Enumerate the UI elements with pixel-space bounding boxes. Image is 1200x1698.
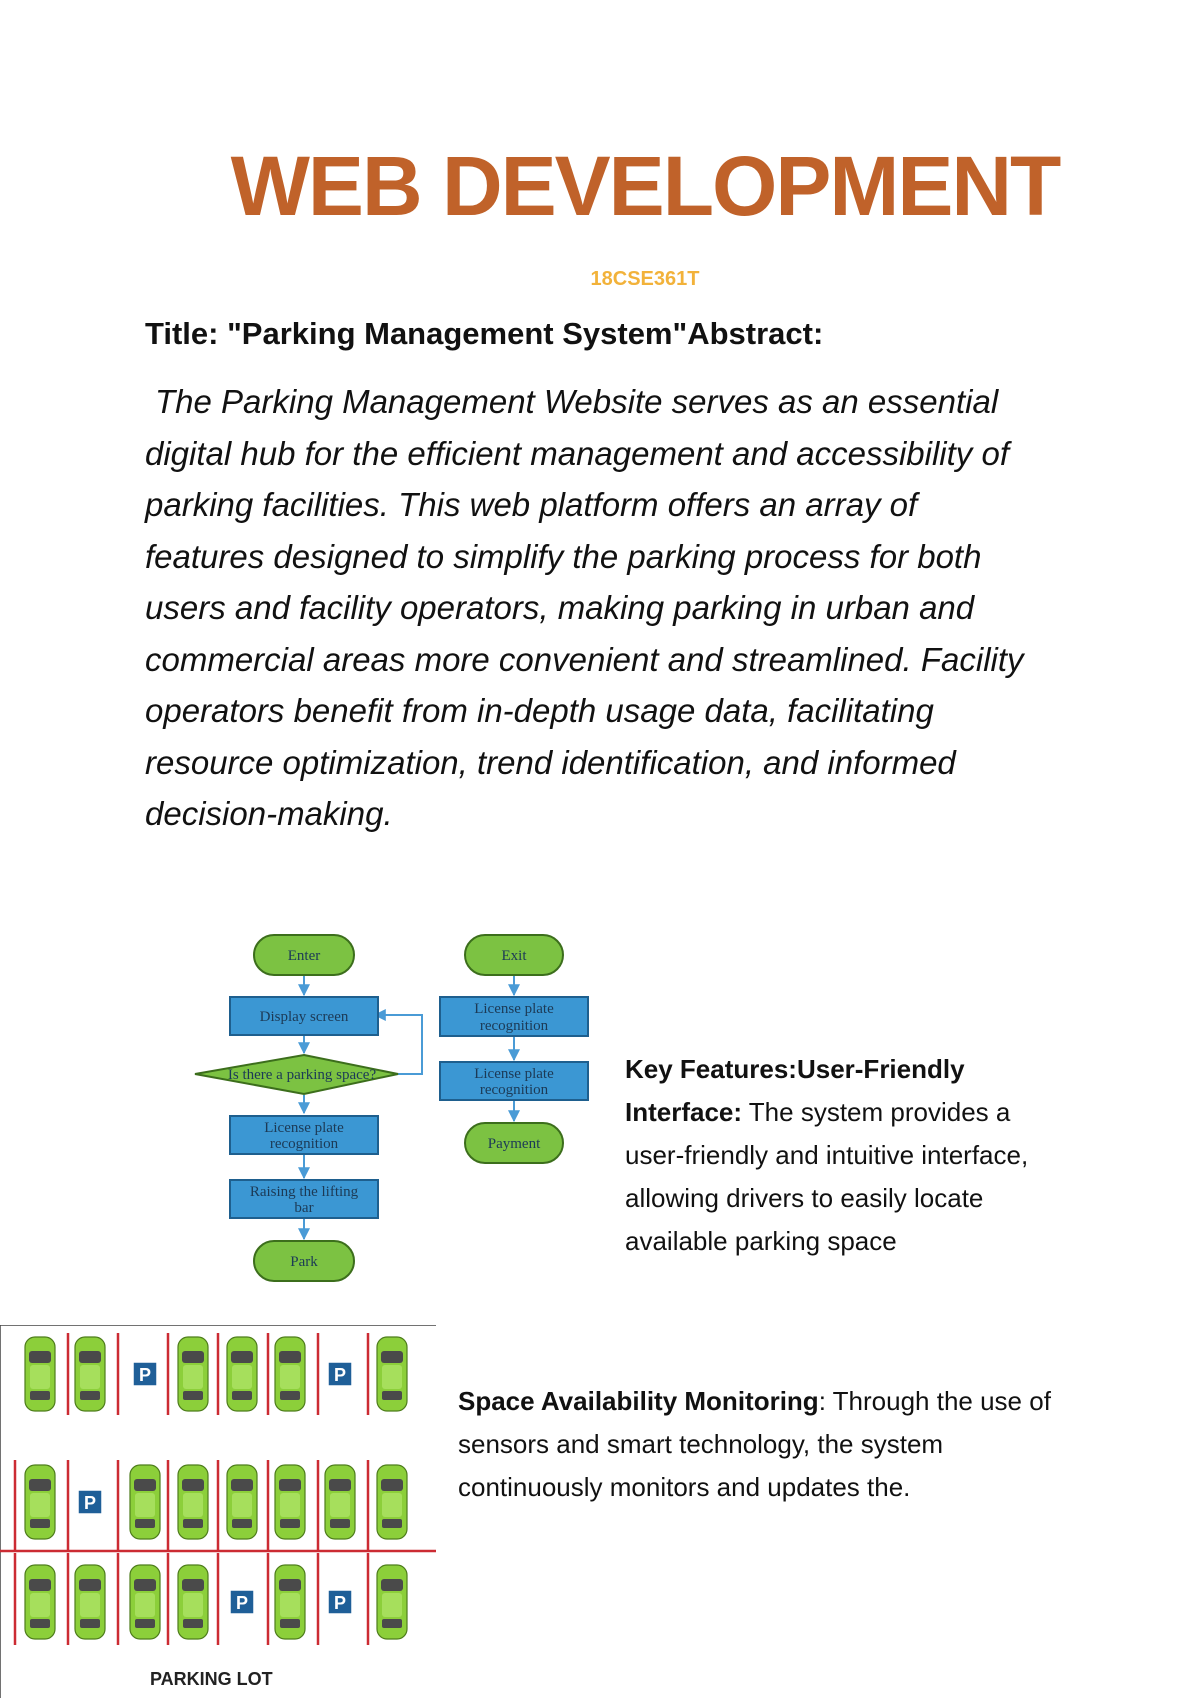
parking-sign-label: P <box>83 1493 97 1513</box>
parking-sign-label: P <box>235 1593 249 1613</box>
parking-sign-label: P <box>333 1593 347 1613</box>
flow-enter-label: Enter <box>287 948 321 964</box>
flow-raising-bar-line1: Raising the lifting <box>249 1184 359 1200</box>
parking-sign-icon <box>230 1590 254 1614</box>
feature-user-friendly-title: Key Features:User-Friendly Interface: <box>625 1054 965 1127</box>
parked-car <box>275 1465 305 1539</box>
flow-lpr-right-a-line1: License plate <box>474 1001 554 1017</box>
parked-car <box>178 1565 208 1639</box>
parked-car <box>377 1337 407 1411</box>
parked-car <box>25 1337 55 1411</box>
parking-sign-icon <box>328 1362 352 1386</box>
flow-lpr-right-b-line1: License plate <box>474 1066 554 1082</box>
document-title: WEB DEVELOPMENT <box>230 139 1060 233</box>
parked-car <box>130 1465 160 1539</box>
flow-exit-label: Exit <box>501 948 527 964</box>
flow-park <box>254 1241 354 1281</box>
parked-car <box>178 1465 208 1539</box>
flow-payment-label: Payment <box>487 1136 541 1152</box>
feature-user-friendly <box>625 1048 1070 1263</box>
flow-lpr-right-b <box>440 1062 588 1100</box>
flow-lpr-right-b-line2: recognition <box>479 1082 549 1098</box>
flow-enter <box>254 935 354 975</box>
parked-car <box>227 1465 257 1539</box>
parked-car <box>178 1337 208 1411</box>
flow-lpr-left-line1: License plate <box>264 1120 344 1136</box>
flow-raising-bar <box>230 1180 378 1218</box>
flow-exit <box>465 935 563 975</box>
parking-sign-icon <box>133 1362 157 1386</box>
feature-space-monitoring-title: Space Availability Monitoring <box>458 1386 819 1416</box>
flow-lpr-right-a-line2: recognition <box>479 1018 549 1034</box>
flow-display-screen <box>230 997 378 1035</box>
parking-sign-label: P <box>333 1365 347 1385</box>
parking-flowchart <box>190 920 610 1305</box>
flow-display-screen-label: Display screen <box>259 1009 349 1025</box>
parked-car <box>25 1565 55 1639</box>
flow-decision <box>195 1055 398 1094</box>
parked-car <box>75 1565 105 1639</box>
flow-lpr-left-line2: recognition <box>269 1136 339 1152</box>
flow-lpr-right-a <box>440 997 588 1036</box>
parked-car <box>275 1337 305 1411</box>
parking-lot-illustration <box>0 1325 436 1698</box>
flow-raising-bar-line2: bar <box>294 1200 314 1216</box>
parked-car <box>130 1565 160 1639</box>
abstract-text: The Parking Management Website serves as an essential digital hub for the efficient management and accessibility of parking facilities. This web platform offers an array of features designed to simplify the parking process for both users and facility operators, making parking in urban and commercial areas more convenient and streamlined. Facility operators benefit from in-depth usage data, facilitating resource optimization, trend identification, and informed decision-making. <box>145 383 1024 832</box>
parking-sign-icon <box>78 1490 102 1514</box>
parked-car <box>377 1565 407 1639</box>
course-code: 18CSE361T <box>590 268 700 290</box>
feature-space-monitoring-text: : Through the use of sensors and smart technology, the system continuously monitors and updates the. <box>458 1386 1051 1502</box>
flow-payment <box>465 1123 563 1163</box>
parking-sign-icon <box>328 1590 352 1614</box>
flow-lpr-left <box>230 1116 378 1154</box>
parked-car <box>275 1565 305 1639</box>
feature-space-monitoring <box>458 1380 1058 1509</box>
parked-car <box>75 1337 105 1411</box>
parked-car <box>325 1465 355 1539</box>
project-heading: Title: "Parking Management System"Abstract: <box>145 316 824 351</box>
parking-lot-caption: PARKING LOT <box>150 1669 273 1689</box>
feature-user-friendly-text: The system provides a user-friendly and intuitive interface, allowing drivers to easily locate available parking space <box>625 1097 1029 1256</box>
flow-decision-label: Is there a parking space? <box>227 1067 377 1083</box>
parked-car <box>25 1465 55 1539</box>
parked-car <box>227 1337 257 1411</box>
parked-car <box>377 1465 407 1539</box>
parking-sign-label: P <box>138 1365 152 1385</box>
abstract-paragraph <box>145 376 1045 840</box>
flow-park-label: Park <box>290 1254 318 1270</box>
